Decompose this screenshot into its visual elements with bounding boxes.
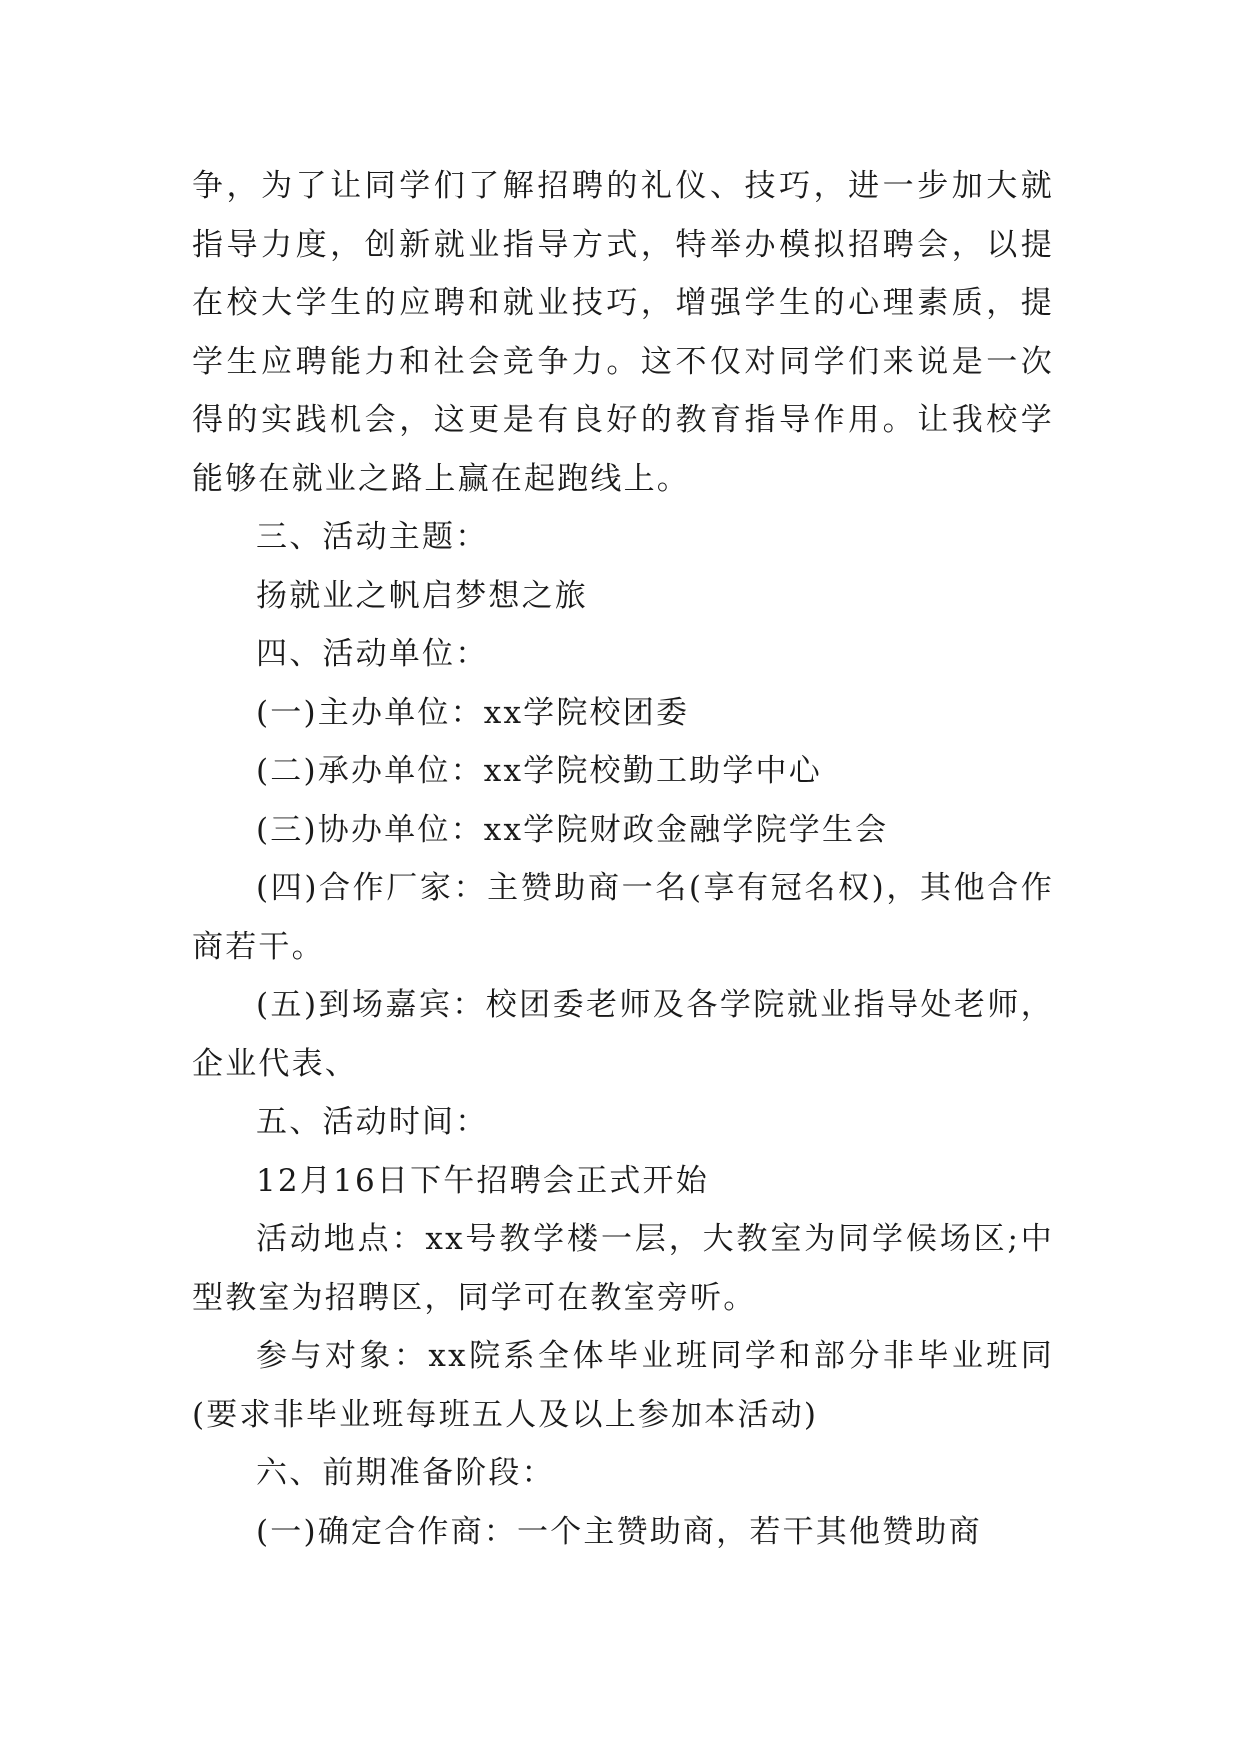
text-line: 五、活动时间： <box>256 1104 489 1140</box>
text-line: 学生应聘能力和社会竞争力。这不仅对同学们来说是一次 <box>192 343 1054 380</box>
text-line: 参与对象：xx院系全体毕业班同学和部分非毕业班同 <box>256 1338 1054 1374</box>
text-line: 12月16日下午招聘会正式开始 <box>256 1162 709 1199</box>
text-line: 得的实践机会，这更是有良好的教育指导作用。让我校学 <box>192 402 1054 438</box>
text-line: (一)主办单位：xx学院校团委 <box>256 694 690 731</box>
text-line: (二)承办单位：xx学院校勤工助学中心 <box>256 753 822 789</box>
text-line: (五)到场嘉宾：校团委老师及各学院就业指导处老师， <box>256 987 1054 1023</box>
text-line: (一)确定合作商：一个主赞助商，若干其他赞助商 <box>256 1513 982 1550</box>
text-line: 扬就业之帆启梦想之旅 <box>256 577 588 614</box>
text-line: 三、活动主题： <box>256 519 489 555</box>
text-line: (要求非毕业班每班五人及以上参加本活动) <box>192 1396 819 1433</box>
document-body <box>192 157 1054 1561</box>
text-line: 商若干。 <box>192 928 325 965</box>
text-line: (三)协办单位：xx学院财政金融学院学生会 <box>256 811 889 848</box>
text-line: 型教室为招聘区，同学可在教室旁听。 <box>192 1279 757 1316</box>
text-line: 四、活动单位： <box>256 636 489 672</box>
text-line: (四)合作厂家：主赞助商一名(享有冠名权)，其他合作 <box>256 870 1054 906</box>
text-line: 能够在就业之路上赢在起跑线上。 <box>192 460 690 497</box>
text-line: 争，为了让同学们了解招聘的礼仪、技巧，进一步加大就 <box>192 168 1054 204</box>
text-line: 在校大学生的应聘和就业技巧，增强学生的心理素质，提 <box>192 285 1054 321</box>
text-line: 企业代表、 <box>192 1045 358 1082</box>
text-line: 六、前期准备阶段： <box>256 1455 555 1491</box>
text-line: 指导力度，创新就业指导方式，特举办模拟招聘会，以提 <box>192 226 1054 263</box>
text-line: 活动地点：xx号教学楼一层，大教室为同学候场区;中 <box>256 1221 1054 1257</box>
